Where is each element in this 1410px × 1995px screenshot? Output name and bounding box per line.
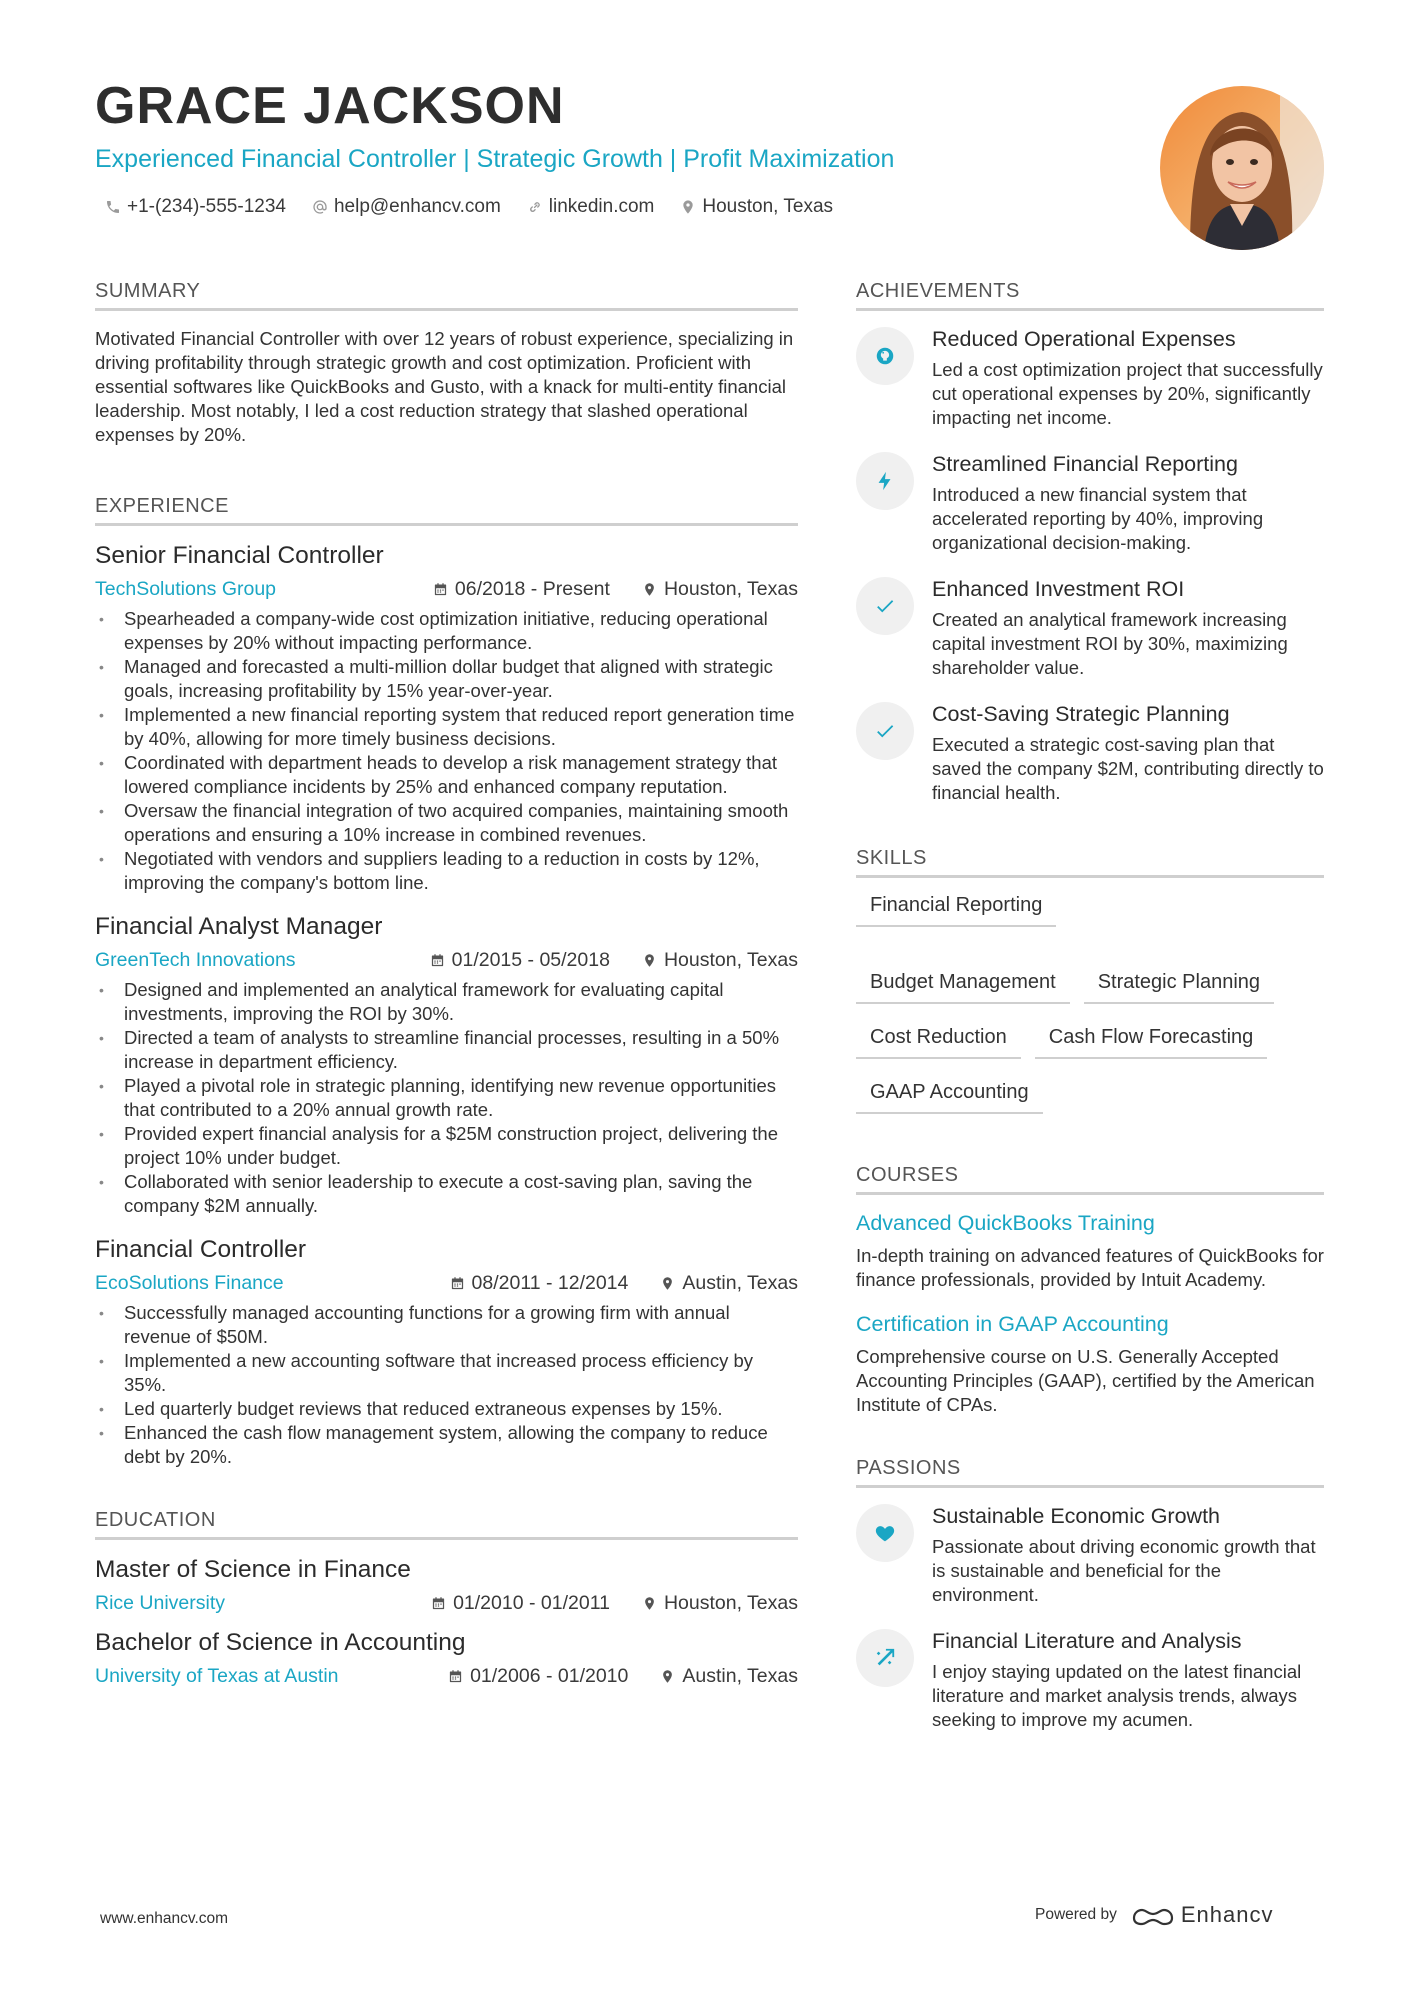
bullet-item: • Managed and forecasted a multi-million dollar budget that aligned with strategic goals, increasing profitability by 15% year-over-year. bbox=[95, 655, 798, 703]
job-title: Senior Financial Controller bbox=[95, 542, 384, 569]
footer-website[interactable]: www.enhancv.com bbox=[100, 1910, 229, 1927]
education-item bbox=[95, 1556, 798, 1615]
achievement-icon-circle bbox=[856, 327, 914, 385]
link-icon bbox=[527, 199, 543, 215]
education-item bbox=[95, 1629, 798, 1688]
contact-linkedin-text: linkedin.com bbox=[548, 196, 655, 218]
contact-phone[interactable] bbox=[105, 196, 286, 218]
chart-arrows-icon bbox=[874, 1647, 896, 1669]
experience-item bbox=[95, 913, 798, 1218]
footer-branding[interactable] bbox=[1035, 1902, 1273, 1928]
calendar-icon bbox=[450, 1276, 465, 1291]
company-name: TechSolutions Group bbox=[95, 578, 277, 600]
calendar-icon bbox=[430, 953, 445, 968]
education-dates-text: 01/2010 - 01/2011 bbox=[453, 1592, 610, 1614]
job-dates-text: 01/2015 - 05/2018 bbox=[451, 949, 610, 971]
bullet-item: • Provided expert financial analysis for a $25M construction project, delivering the project 10% under budget. bbox=[95, 1122, 798, 1170]
passions-heading: PASSIONS bbox=[856, 1457, 1324, 1488]
brand-logo bbox=[1131, 1902, 1274, 1928]
experience-heading: EXPERIENCE bbox=[95, 495, 798, 526]
passion-icon-circle bbox=[856, 1629, 914, 1687]
location-icon bbox=[642, 582, 657, 597]
right-column bbox=[856, 280, 1324, 1754]
achievement-item bbox=[856, 452, 1324, 555]
company-name: GreenTech Innovations bbox=[95, 949, 296, 971]
passion-desc: Passionate about driving economic growth that is sustainable and beneficial for the environment. bbox=[932, 1536, 1316, 1605]
skill-tag: Cash Flow Forecasting bbox=[1035, 1026, 1268, 1059]
calendar-icon bbox=[433, 582, 448, 597]
at-icon bbox=[312, 199, 328, 215]
job-meta bbox=[95, 949, 798, 972]
achievement-title: Reduced Operational Expenses bbox=[932, 327, 1236, 351]
course-item bbox=[856, 1211, 1324, 1292]
achievements-heading: ACHIEVEMENTS bbox=[856, 280, 1324, 311]
education-dates bbox=[431, 1592, 610, 1615]
checkmark-icon bbox=[874, 595, 896, 617]
location-icon bbox=[642, 953, 657, 968]
achievement-desc: Led a cost optimization project that successfully cut operational expenses by 20%, significantly impacting net income. bbox=[932, 359, 1323, 428]
school-name: Rice University bbox=[95, 1592, 226, 1614]
job-location bbox=[642, 949, 798, 972]
location-icon bbox=[660, 1669, 675, 1684]
skill-tag: Budget Management bbox=[856, 971, 1070, 1004]
brand-name: Enhancv bbox=[1180, 1902, 1274, 1927]
education-location bbox=[660, 1665, 798, 1688]
passion-item bbox=[856, 1504, 1324, 1607]
education-dates-text: 01/2006 - 01/2010 bbox=[470, 1665, 629, 1687]
phone-icon bbox=[105, 199, 121, 215]
heart-icon bbox=[874, 1522, 896, 1544]
achievement-item bbox=[856, 327, 1324, 430]
achievement-content bbox=[932, 452, 1324, 555]
profile-photo bbox=[1160, 86, 1324, 250]
checkmark-icon bbox=[874, 720, 896, 742]
headline: Experienced Financial Controller | Strategic Growth | Profit Maximization bbox=[95, 145, 895, 174]
bullet-item: • Directed a team of analysts to streamline financial processes, resulting in a 50% increase in department efficiency. bbox=[95, 1026, 798, 1074]
passion-icon-circle bbox=[856, 1504, 914, 1562]
course-title: Advanced QuickBooks Training bbox=[856, 1211, 1155, 1235]
education-meta bbox=[95, 1665, 798, 1688]
job-bullets bbox=[95, 1301, 798, 1469]
experience-item bbox=[95, 542, 798, 895]
bullet-item: • Negotiated with vendors and suppliers leading to a reduction in costs by 12%, improving the company's bottom line. bbox=[95, 847, 798, 895]
job-location-text: Houston, Texas bbox=[663, 949, 798, 971]
bullet-item: • Played a pivotal role in strategic planning, identifying new revenue opportunities that contributed to a 20% annual growth rate. bbox=[95, 1074, 798, 1122]
contact-linkedin[interactable] bbox=[527, 196, 655, 218]
courses-heading: COURSES bbox=[856, 1164, 1324, 1195]
location-icon bbox=[680, 199, 696, 215]
passion-item bbox=[856, 1629, 1324, 1732]
passion-content bbox=[932, 1629, 1324, 1732]
education-location-text: Houston, Texas bbox=[663, 1592, 798, 1614]
degree-title: Bachelor of Science in Accounting bbox=[95, 1629, 466, 1656]
job-title: Financial Controller bbox=[95, 1236, 307, 1263]
powered-by-label: Powered by bbox=[1035, 1906, 1117, 1923]
contact-bar bbox=[95, 196, 1155, 218]
job-dates bbox=[430, 949, 610, 972]
job-meta bbox=[95, 578, 798, 601]
passion-content bbox=[932, 1504, 1324, 1607]
summary-heading: SUMMARY bbox=[95, 280, 798, 311]
course-title: Certification in GAAP Accounting bbox=[856, 1312, 1169, 1336]
course-desc: In-depth training on advanced features of QuickBooks for finance professionals, provided by Intuit Academy. bbox=[856, 1245, 1324, 1290]
job-location-text: Houston, Texas bbox=[663, 578, 798, 600]
contact-email[interactable] bbox=[312, 196, 501, 218]
achievement-desc: Created an analytical framework increasing capital investment ROI by 30%, maximizing shareholder value. bbox=[932, 609, 1288, 678]
resume-header bbox=[95, 78, 1155, 218]
experience-item bbox=[95, 1236, 798, 1469]
bullet-item: • Oversaw the financial integration of two acquired companies, maintaining smooth operations and ensuring a 10% increase in combined revenues. bbox=[95, 799, 798, 847]
achievement-content bbox=[932, 327, 1324, 430]
bullet-item: • Successfully managed accounting functions for a growing firm with annual revenue of $50M. bbox=[95, 1301, 798, 1349]
skills-heading: SKILLS bbox=[856, 847, 1324, 878]
calendar-icon bbox=[431, 1596, 446, 1611]
company-name: EcoSolutions Finance bbox=[95, 1272, 284, 1294]
skill-tag: GAAP Accounting bbox=[856, 1081, 1043, 1114]
skill-tag: Strategic Planning bbox=[1084, 971, 1274, 1004]
achievement-desc: Introduced a new financial system that accelerated reporting by 40%, improving organizational decision-making. bbox=[932, 484, 1264, 553]
education-heading: EDUCATION bbox=[95, 1509, 798, 1540]
bullet-item: • Implemented a new accounting software that increased process efficiency by 35%. bbox=[95, 1349, 798, 1397]
job-location bbox=[642, 578, 798, 601]
achievement-title: Enhanced Investment ROI bbox=[932, 577, 1185, 601]
contact-location bbox=[680, 196, 833, 218]
job-meta bbox=[95, 1272, 798, 1295]
education-dates bbox=[448, 1665, 628, 1688]
bullet-item: • Collaborated with senior leadership to execute a cost-saving plan, saving the company $2M annually. bbox=[95, 1170, 798, 1218]
contact-email-text: help@enhancv.com bbox=[333, 196, 501, 218]
piggy-bank-icon bbox=[874, 345, 896, 367]
calendar-icon bbox=[448, 1669, 463, 1684]
job-location bbox=[660, 1272, 798, 1295]
school-name: University of Texas at Austin bbox=[95, 1665, 339, 1687]
achievement-content bbox=[932, 702, 1324, 805]
job-bullets bbox=[95, 978, 798, 1218]
education-location-text: Austin, Texas bbox=[682, 1665, 798, 1687]
degree-title: Master of Science in Finance bbox=[95, 1556, 411, 1583]
education-location bbox=[642, 1592, 798, 1615]
achievement-content bbox=[932, 577, 1324, 680]
course-item bbox=[856, 1312, 1324, 1417]
bullet-item: • Led quarterly budget reviews that reduced extraneous expenses by 15%. bbox=[95, 1397, 798, 1421]
achievement-icon-circle bbox=[856, 452, 914, 510]
achievement-title: Streamlined Financial Reporting bbox=[932, 452, 1238, 476]
location-icon bbox=[660, 1276, 675, 1291]
bullet-item: • Enhanced the cash flow management system, allowing the company to reduce debt by 20%. bbox=[95, 1421, 798, 1469]
skill-tag: Cost Reduction bbox=[856, 1026, 1021, 1059]
enhancv-logo-icon bbox=[1131, 1904, 1175, 1926]
achievement-item bbox=[856, 577, 1324, 680]
contact-location-text: Houston, Texas bbox=[702, 196, 834, 218]
bullet-item: • Implemented a new financial reporting system that reduced report generation time by 40%, allowing for more timely business decisions. bbox=[95, 703, 798, 751]
job-dates-text: 08/2011 - 12/2014 bbox=[471, 1272, 629, 1294]
achievement-icon-circle bbox=[856, 577, 914, 635]
skill-tag: Financial Reporting bbox=[856, 894, 1056, 927]
contact-phone-text: +1-(234)-555-1234 bbox=[127, 196, 286, 218]
achievement-title: Cost-Saving Strategic Planning bbox=[932, 702, 1230, 726]
bullet-item: • Coordinated with department heads to develop a risk management strategy that lowered compliance incidents by 25% and enhanced company reputation. bbox=[95, 751, 798, 799]
job-dates bbox=[450, 1272, 629, 1295]
achievement-icon-circle bbox=[856, 702, 914, 760]
job-location-text: Austin, Texas bbox=[682, 1272, 798, 1294]
bullet-item: • Spearheaded a company-wide cost optimization initiative, reducing operational expenses by 20% without impacting performance. bbox=[95, 607, 798, 655]
job-title: Financial Analyst Manager bbox=[95, 913, 383, 940]
achievement-item bbox=[856, 702, 1324, 805]
candidate-name: GRACE JACKSON bbox=[95, 77, 565, 135]
job-dates-text: 06/2018 - Present bbox=[454, 578, 610, 600]
passion-desc: I enjoy staying updated on the latest financial literature and market analysis trends, always seeking to improve my acumen. bbox=[932, 1661, 1302, 1730]
job-bullets bbox=[95, 607, 798, 895]
achievement-desc: Executed a strategic cost-saving plan that saved the company $2M, contributing directly to financial health. bbox=[932, 734, 1324, 803]
job-dates bbox=[433, 578, 610, 601]
lightning-icon bbox=[874, 470, 896, 492]
passion-title: Sustainable Economic Growth bbox=[932, 1504, 1221, 1528]
passion-title: Financial Literature and Analysis bbox=[932, 1629, 1242, 1653]
education-meta bbox=[95, 1592, 798, 1615]
left-column bbox=[95, 280, 798, 1702]
location-icon bbox=[642, 1596, 657, 1611]
summary-text: Motivated Financial Controller with over 12 years of robust experience, specializing in driving profitability through strategic growth and cost optimization. Proficient with essential softwares like QuickBooks and Gusto, with a knack for multi-entity financial leadership. Most notably, I led a cost reduction strategy that slashed operational expenses by 20%. bbox=[95, 328, 794, 445]
bullet-item: • Designed and implemented an analytical framework for evaluating capital investments, improving the ROI by 30%. bbox=[95, 978, 798, 1026]
course-desc: Comprehensive course on U.S. Generally Accepted Accounting Principles (GAAP), certified by the American Institute of CPAs. bbox=[856, 1346, 1315, 1415]
skills-list bbox=[856, 894, 1324, 1114]
